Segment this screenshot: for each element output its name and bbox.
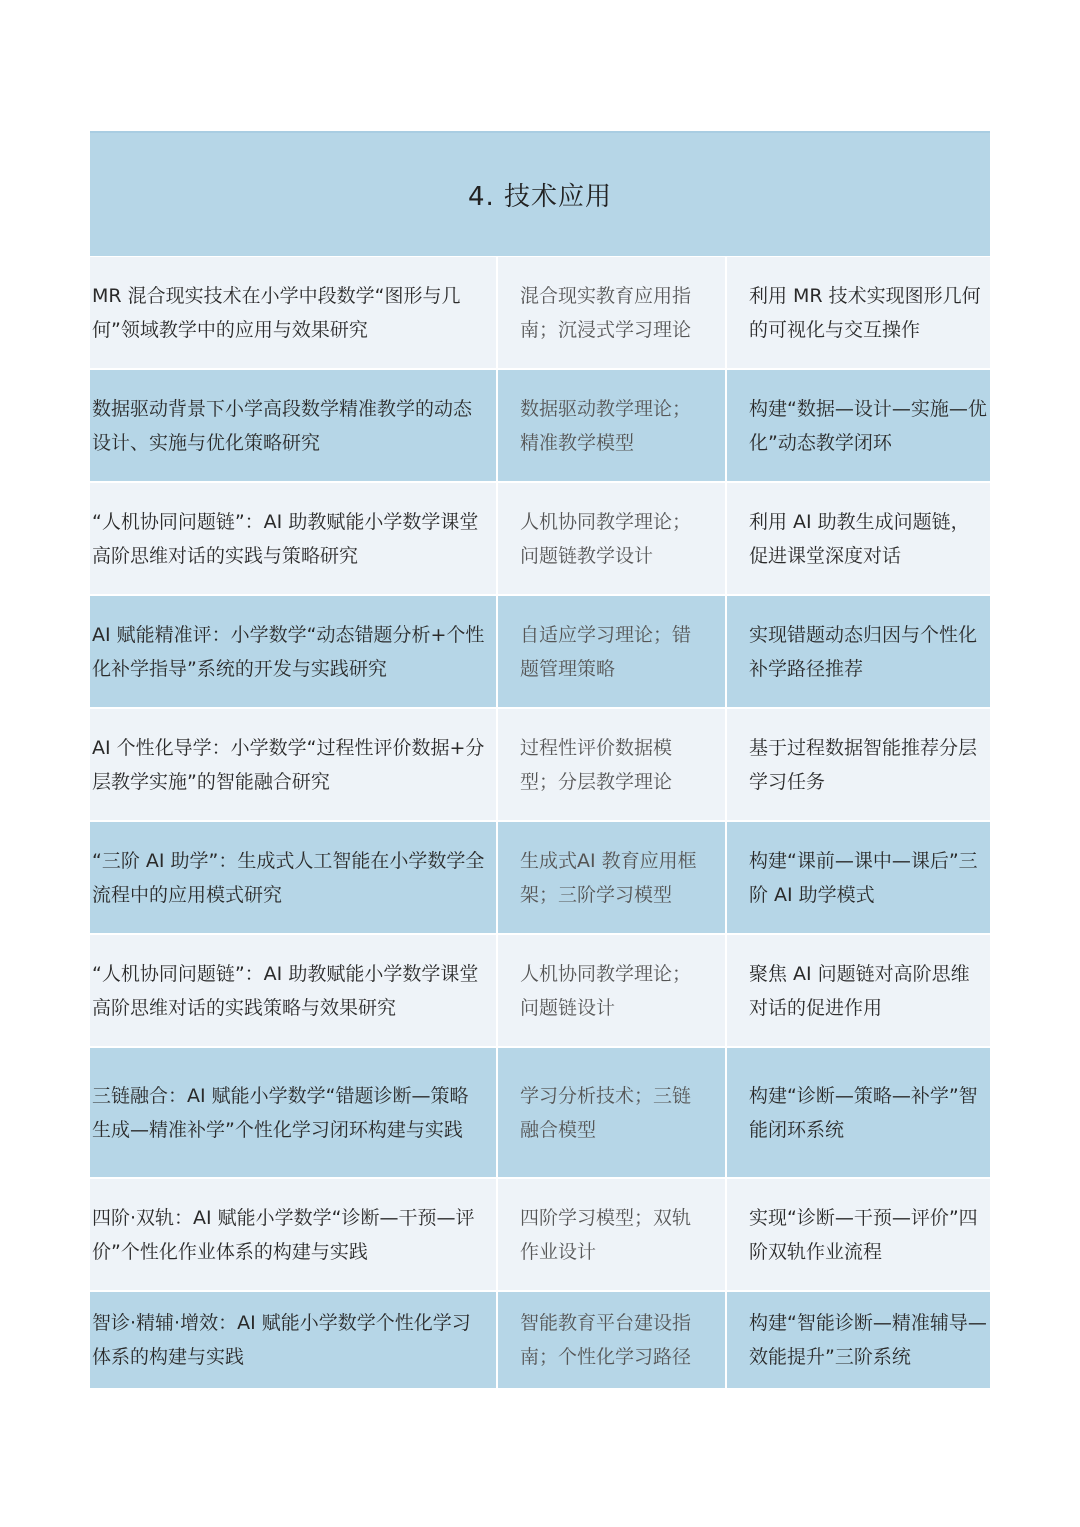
- topic-cell: MR 混合现实技术在小学中段数学“图形与几何”领域教学中的应用与效果研究: [92, 284, 461, 341]
- table-row: [90, 1048, 990, 1179]
- topic-cell: AI 赋能精准评：小学数学“动态错题分析+个性化补学指导”系统的开发与实践研究: [92, 623, 485, 680]
- focus-cell: 构建“智能诊断—精准辅导—效能提升”三阶系统: [725, 1292, 990, 1388]
- theory-cell: 人机协同教学理论；问题链设计: [496, 935, 725, 1046]
- topic-cell: AI 个性化导学：小学数学“过程性评价数据+分层教学实施”的智能融合研究: [92, 736, 485, 793]
- topic-cell: 数据驱动背景下小学高段数学精准教学的动态设计、实施与优化策略研究: [92, 397, 473, 454]
- topic-cell: 四阶·双轨：AI 赋能小学数学“诊断—干预—评价”个性化作业体系的构建与实践: [92, 1206, 475, 1263]
- table-row: [90, 483, 990, 596]
- theory-cell: 混合现实教育应用指南；沉浸式学习理论: [496, 257, 725, 368]
- focus-cell: 利用 AI 助教生成问题链，促进课堂深度对话: [725, 483, 990, 594]
- topic-cell: 三链融合：AI 赋能小学数学“错题诊断—策略生成—精准补学”个性化学习闭环构建与实践: [92, 1084, 469, 1141]
- topic-cell: “三阶 AI 助学”：生成式人工智能在小学数学全流程中的应用模式研究: [92, 849, 485, 906]
- table-row: [90, 596, 990, 709]
- theory-cell: 数据驱动教学理论；精准教学模型: [496, 370, 725, 481]
- table-row: [90, 1179, 990, 1292]
- focus-cell: 基于过程数据智能推荐分层学习任务: [725, 709, 990, 820]
- theory-cell: 过程性评价数据模型；分层教学理论: [496, 709, 725, 820]
- theory-cell: 自适应学习理论；错题管理策略: [496, 596, 725, 707]
- focus-cell: 构建“数据—设计—实施—优化”动态教学闭环: [725, 370, 990, 481]
- table-row: [90, 935, 990, 1048]
- theory-cell: 学习分析技术；三链融合模型: [496, 1048, 725, 1177]
- theory-cell: 智能教育平台建设指南；个性化学习路径: [496, 1292, 725, 1388]
- topic-cell: “人机协同问题链”：AI 助教赋能小学数学课堂高阶思维对话的实践与策略研究: [92, 510, 479, 567]
- tech-application-table: [90, 131, 990, 1388]
- topic-cell: 智诊·精辅·增效：AI 赋能小学数学个性化学习体系的构建与实践: [92, 1312, 471, 1368]
- theory-cell: 生成式AI 教育应用框架；三阶学习模型: [496, 822, 725, 933]
- theory-cell: 四阶学习模型；双轨作业设计: [496, 1179, 725, 1290]
- table-row: [90, 709, 990, 822]
- topic-cell: “人机协同问题链”：AI 助教赋能小学数学课堂高阶思维对话的实践策略与效果研究: [92, 962, 479, 1019]
- focus-cell: 利用 MR 技术实现图形几何的可视化与交互操作: [725, 257, 990, 368]
- table-row: [90, 822, 990, 935]
- theory-cell: 人机协同教学理论；问题链教学设计: [496, 483, 725, 594]
- table-row: [90, 257, 990, 370]
- focus-cell: 实现“诊断—干预—评价”四阶双轨作业流程: [725, 1179, 990, 1290]
- table-row: [90, 370, 990, 483]
- section-title: 4. 技术应用: [467, 182, 613, 212]
- focus-cell: 构建“课前—课中—课后”三阶 AI 助学模式: [725, 822, 990, 933]
- table-title-row: [90, 131, 990, 257]
- focus-cell: 聚焦 AI 问题链对高阶思维对话的促进作用: [725, 935, 990, 1046]
- focus-cell: 实现错题动态归因与个性化补学路径推荐: [725, 596, 990, 707]
- table-row: [90, 1292, 990, 1388]
- focus-cell: 构建“诊断—策略—补学”智能闭环系统: [725, 1048, 990, 1177]
